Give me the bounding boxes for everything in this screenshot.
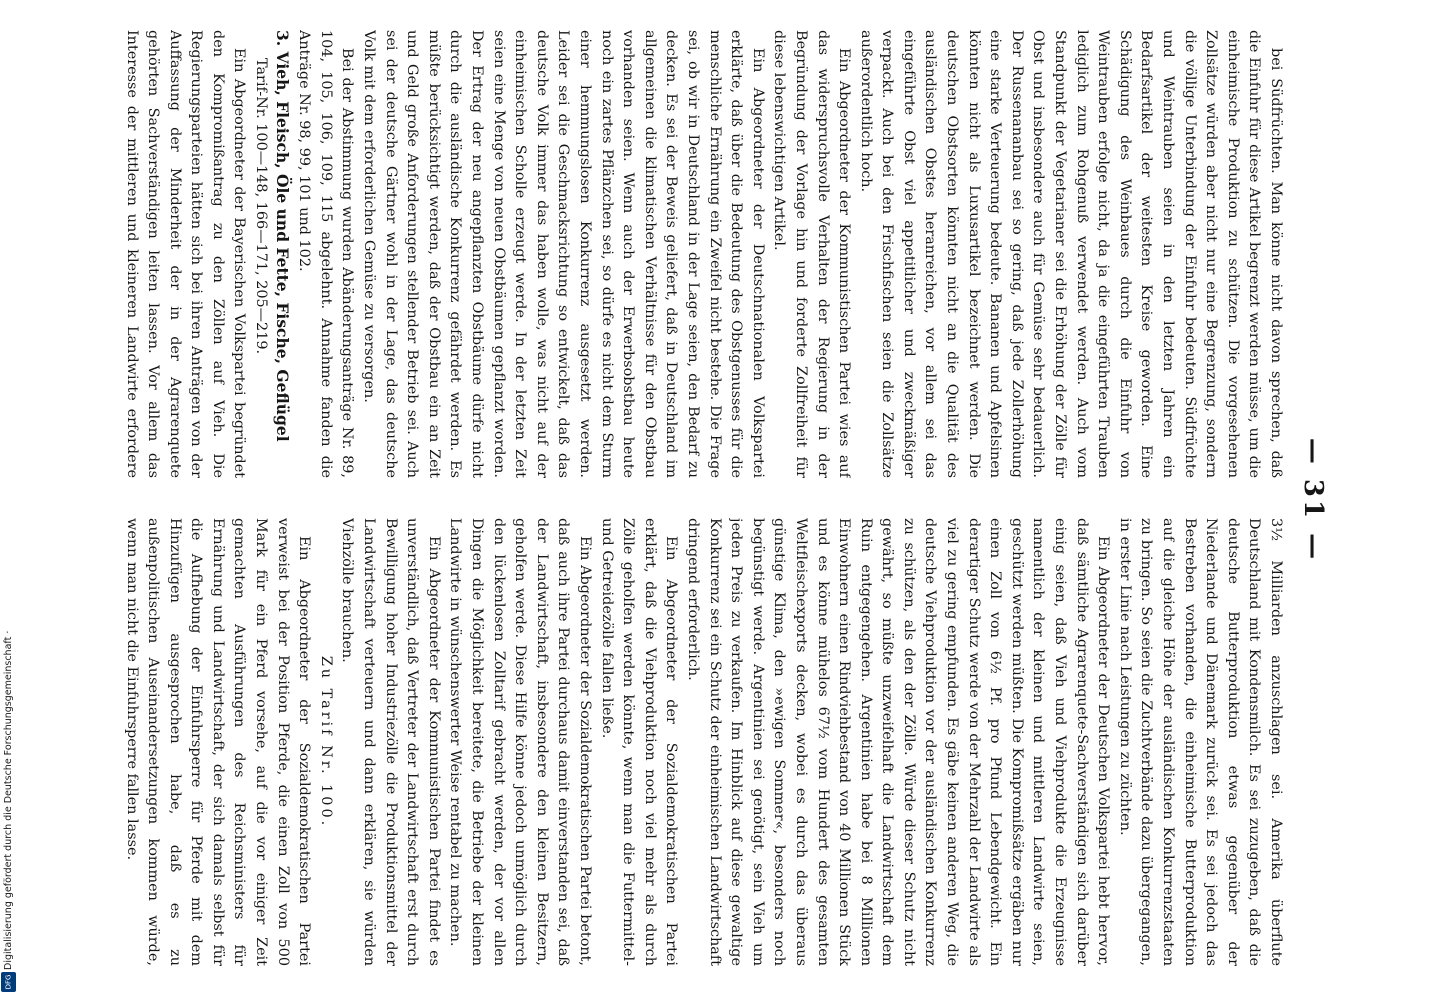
paragraph: Ein Abgeordneter der Deutschnationalen Volkspartei erklärte, daß über die Bedeutung des Obstgenusses für die menschliche Ernährung ein Zweifel nicht bestehe. Die Frage sei, ob wir in Deutschland in der Lage seien, den Bedarf zu decken. Es sei der Beweis geliefert, daß in Deutschland im allgemeinen die klimatischen Verhältnisse für den Obstbau vorhanden seien. Wenn auch der Erwerbsobstbau heute noch ein zartes Pflänzchen sei, so dürfe es nicht dem Sturm einer hemmungslosen Konkurrenz ausgesetzt werden. Leider sei die Geschmacksrichtung so entwickelt, daß das deutsche Volk immer das haben wolle, was nicht auf der einheimischen Scholle erzeugt werde. In der letzten Zeit seien eine Menge von neuen Obstbäumen gepflanzt worden. Der Ertrag der neu angepflanzten Obstbäume dürfe nicht durch die ausländische Konkurrenz gefährdet werden. Es müßte berücksichtigt werden, daß der Obstbau ein an Zeit und Geld große Anforderungen stellender Betrieb sei. Auch sei der deutsche Gärtner wohl in der Lage, das deutsche Volk mit dem erforderlichen Gemüse zu versorgen. xyxy=(361,30,766,478)
paragraph: bei Südfrüchten. Man könne nicht davon sprechen, daß die Einfuhr für diese Artikel begrenzt werden müsse, um die einheimische Produktion zu schützen. Die vorgesehenen Zollsätze würden aber nicht nur eine Begrenzung, sondern die völlige Unterbindung der Einfuhr bedeuten. Südfrüchte und Weintrauben seien in den letzten Jahren ein Bedarfsartikel der weitesten Kreise geworden. Eine Schädigung des Weinbaues durch die Einfuhr von Weintrauben erfolge nicht, da ja die eingeführten Trauben lediglich zum Rohgenuß verwendet werden. Auch vom Standpunkt der Vegetarianer sei die Erhöhung der Zölle für Obst und insbesondere auch für Gemüse sehr bedauerlich. Der Russenananbau sei so gering, daß jede Zollerhöhung eine starke Verteuerung bedeute. Bananen und Apfelsinen könnten nicht als Luxusartikel bezeichnet werden. Die deutschen Obstsorten könnten nicht an die Qualität des ausländischen Obstes heranreichen, vor allem sei das eingeführte Obst viel appetitlicher und zweckmäßiger verpackt. Auch bei den Frischfischen seien die Zollsätze außerordentlich hoch. xyxy=(857,30,1284,478)
funding-notice: Digitalisierung gefördert durch die Deutsche Forschungsgemeinschaft · xyxy=(3,630,14,970)
paragraph: Ein Abgeordneter der Bayerischen Volkspartei begründet den Kompromißantrag zu den Zöllen auf Vieh. Die Regierungsparteien hätten sich bei ihren Anträgen von der Auffassung der Minderheit der in der Agrarenquete gehörten Sachverständigen leiten lassen. Vor allem das Interesse der mittleren und kleineren Landwirte erfordere xyxy=(123,30,248,478)
tariff-line: Tarif-Nr. 100—148, 166—171, 205—219. xyxy=(253,58,270,355)
section-heading: 3. Vieh, Fleisch, Öle und Fette, Fische, Geflügel xyxy=(272,30,292,442)
paragraph: Ein Abgeordneter der Sozialdemokratischen Partei betont, daß auch ihre Partei durchaus damit einverstanden sei, daß der Landwirtschaft, insbesondere den kleinen Besitzern, geholfen werde. Diese Hilfe könne jedoch unmöglich durch den lückenlosen Zolltarif gebracht werden, der vor allen Dingen die Möglichkeit bereitete, die Betriebe der kleinen Landwirte in wünschenswerter Weise rentabel zu machen. xyxy=(447,518,593,966)
rotated-page xyxy=(115,30,1330,970)
paragraph: Ein Abgeordneter der Kommunistischen Partei findet es unverständlich, daß Vertreter der Landwirtschaft erst durch Bewilligung hoher Industriezölle die Produktionsmittel der Landwirtschaft verteuern und dann erklären, sie würden Viehzölle brauchen. xyxy=(339,518,442,966)
paragraph: Bei der Abstimmung wurden Abänderungsanträge Nr. 89, 104, 105, 106, 109, 115 abgelehnt. Annahme fanden die Anträge Nr. 98, 99, 101 und 102. xyxy=(296,30,356,478)
page-number: — 31 — xyxy=(1298,437,1328,563)
tariff-heading: Zu Tarif Nr. 100. xyxy=(317,655,334,829)
text-column-right xyxy=(121,518,1286,966)
paragraph: Ein Abgeordneter der Deutschen Volkspartei hebt hervor, daß sämtliche Agrarenquete-Sachverständigen sich darüber einig seien, daß Vieh und Viehprodukte die Erzeugnisse namentlich der kleinen und mittleren Landwirte seien, geschützt werden müßten. Die Kompromißsätze ergäben nur einen Zoll von 6½ Pf. pro Pfund Lebendgewicht. Ein derartiger Schutz werde von der Mehrzahl der Landwirte als viel zu gering empfunden. Es gäbe keinen anderen Weg, die deutsche Viehproduktion vor der ausländischen Konkurrenz zu schützen, als den der Zölle. Würde dieser Schutz nicht gewährt, so müßte unzweifelhaft die Landwirtschaft dem Ruin entgegengehen. Argentinien habe bei 8 Millionen Einwohnern einen Rindviehbestand von 40 Millionen Stück und es könne mühelos 67½ vom Hundert des gesamten Weltfleischexports decken, wobei es durch das überaus günstige Klima, den »ewigen Sommer«, besonders noch begünstigt werde. Argentinien sei genötigt, sein Vieh um jeden Preis zu verkaufen. Im Hinblick auf diese gewaltige Konkurrenz sei ein Schutz der einheimischen Landwirtschaft dringend erforderlich. xyxy=(684,518,1112,966)
paragraph: Ein Abgeordneter der Sozialdemokratischen Partei verweist bei der Position Pferde, die einen Zoll von 500 Mark für ein Pferd vorsehe, auf die vor einiger Zeit gemachten Ausführungen des Reichsministers für Ernährung und Landwirtschaft, der sich damals selbst für die Aufhebung der Einfuhrsperre für Pferde mit dem Hinzufügen ausgesprochen habe, daß es zu außenpolitischen Auseinandersetzungen kommen würde, wenn man nicht die Einfuhrsperre fallen lasse. xyxy=(123,518,313,966)
dfg-logo-text: DFG xyxy=(4,974,13,990)
paragraph: Ein Abgeordneter der Sozialdemokratischen Partei erklärt, daß die Viehproduktion noch viel mehr als durch Zölle geholfen werden könnte, wenn man die Futtermittel- und Getreidezölle fallen ließe. xyxy=(598,518,680,966)
text-column-left xyxy=(121,30,1286,478)
paragraph: 3½ Milliarden anzuschlagen sei. Amerika überflute Deutschland mit Kondensmilch. Es sei zuzugeben, daß die deutsche Butterproduktion etwas gegenüber der Niederlande und Dänemark zurück sei. Es sei jedoch das Bestreben vorhanden, die einheimische Butterproduktion auf die gleiche Höhe der ausländischen Konkurrenzstaaten zu bringen. So seien die Zuchtverbände dazu übergegangen, in erster Linie nach Leistungen zu züchten. xyxy=(1116,518,1284,966)
digitization-footer xyxy=(2,270,16,990)
dfg-logo xyxy=(1,972,16,992)
paragraph: Ein Abgeordneter der Kommunistischen Partei wies auf das widerspruchsvolle Verhalten der Regierung in der Begründung der Vorlage hin und forderte Zollfreiheit für diese lebenswichtigen Artikel. xyxy=(771,30,853,478)
